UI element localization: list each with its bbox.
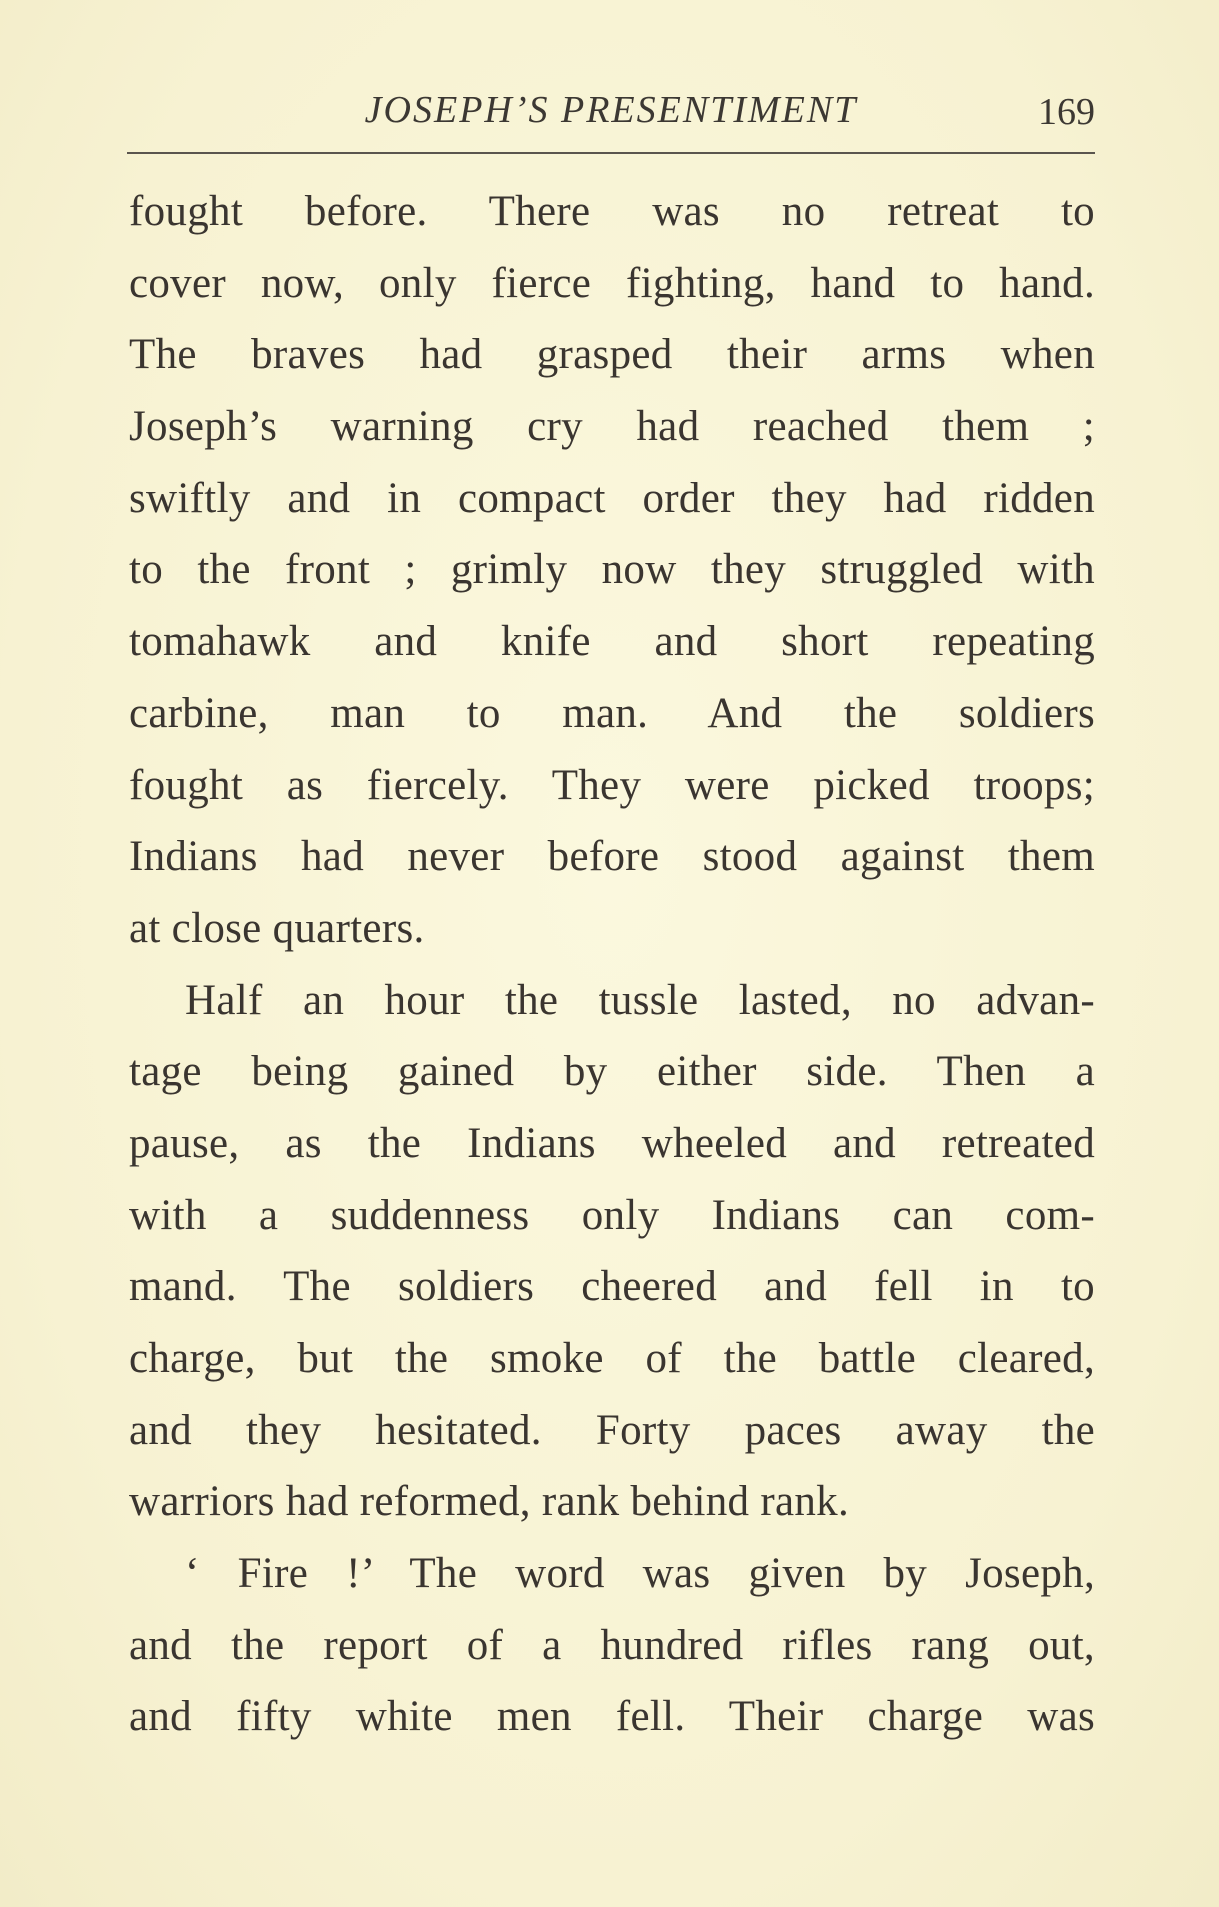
text-line: at close quarters. <box>129 904 425 952</box>
text-line: to the front ; grimly now they struggled with <box>129 546 1095 594</box>
text-line: Joseph’s warning cry had reached them ; <box>129 403 1095 451</box>
text-line: and fifty white men fell. Their charge was <box>129 1693 1095 1741</box>
text-line: tage being gained by either side. Then a <box>129 1048 1095 1096</box>
text-line: with a suddenness only Indians can com- <box>129 1191 1095 1239</box>
text-line: The braves had grasped their arms when <box>129 331 1095 379</box>
text-line: fought before. There was no retreat to <box>129 188 1095 235</box>
running-title: JOSEPH’S PRESENTIMENT <box>364 89 858 131</box>
text-line: Half an hour the tussle lasted, no advan- <box>185 976 1095 1024</box>
header-rule <box>127 152 1095 154</box>
text-line: carbine, man to man. And the soldiers <box>129 689 1095 737</box>
page-number: 169 <box>1038 91 1095 133</box>
text-line: and they hesitated. Forty paces away the <box>129 1406 1095 1454</box>
running-head <box>127 88 1095 138</box>
text-line: and the report of a hundred rifles rang out, <box>129 1621 1095 1669</box>
text-line: pause, as the Indians wheeled and retreated <box>129 1119 1095 1167</box>
body-text <box>129 176 1095 1753</box>
text-line: ‘ Fire !’ The word was given by Joseph, <box>185 1550 1095 1598</box>
text-line: warriors had reformed, rank behind rank. <box>129 1478 850 1526</box>
text-line: swiftly and in compact order they had ridden <box>129 474 1095 522</box>
text-line: mand. The soldiers cheered and fell in to <box>129 1263 1095 1311</box>
text-line: tomahawk and knife and short repeating <box>129 618 1095 666</box>
text-line: fought as fiercely. They were picked troops; <box>129 761 1095 809</box>
text-line: cover now, only fierce fighting, hand to hand. <box>129 259 1095 307</box>
text-line: charge, but the smoke of the battle cleared, <box>129 1335 1095 1382</box>
text-line: Indians had never before stood against them <box>129 833 1095 881</box>
